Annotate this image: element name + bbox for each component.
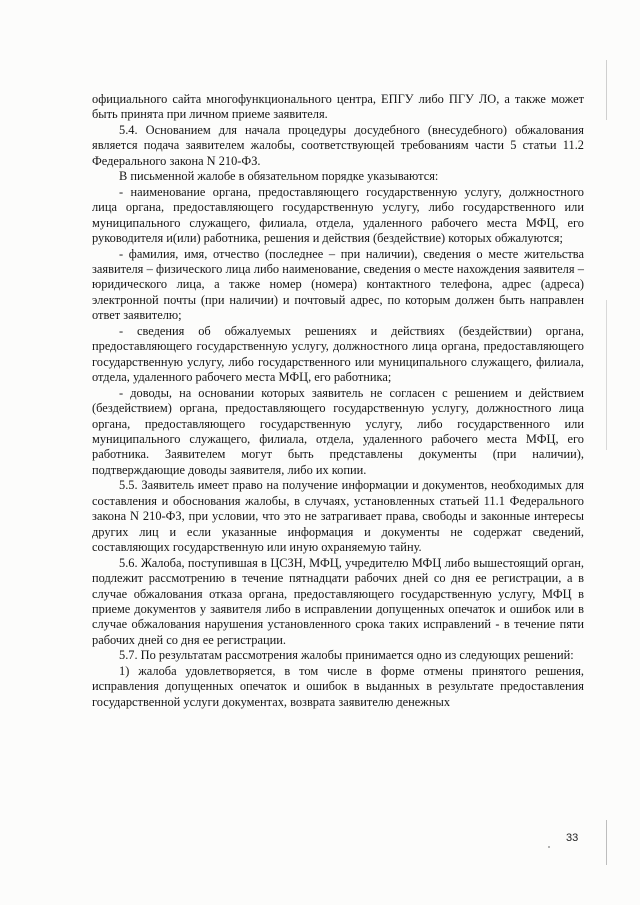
paragraph: 5.7. По результатам рассмотрения жалобы принимается одно из следующих решений: [119, 648, 574, 663]
scan-edge-mark [606, 300, 607, 450]
scan-speck [548, 846, 550, 848]
list-item: - наименование органа, предоставляющего государственную услугу, должностного лица органа, предоставляющего государственную услугу, либо государственного или муниципального служащего, филиала, отдела, удаленного рабочего места МФЦ, его руководителя и(или) работника, решения и действия (бездействие) которых обжалуются; [92, 184, 584, 246]
list-item: 1) жалоба удовлетворяется, в том числе в форме отмены принятого решения, исправления допущенных опечаток и ошибок в выданных в результате предоставления государственной услуги документах, возврата заявителю денежных [92, 663, 584, 709]
list-item: - фамилия, имя, отчество (последнее – при наличии), сведения о месте жительства заявителя – физического лица либо наименование, сведения о месте нахождения заявителя – юридического лица, а также номер (номера) контактного телефона, адрес (адреса) электронной почты (при наличии) и почтовый адрес, по которым должен быть направлен ответ заявителю; [92, 246, 584, 323]
list-item: - доводы, на основании которых заявитель не согласен с решением и действием (бездействием) органа, предоставляющего государственную услугу, должностного лица органа, предоставляющего государственную услугу, либо государственного или муниципального служащего, филиала, отдела, удаленного рабочего места МФЦ, его работника. Заявителем могут быть представлены документы (при наличии), подтверждающие доводы заявителя, либо их копии. [92, 385, 584, 477]
paragraph: В письменной жалобе в обязательном порядке указываются: [119, 169, 439, 184]
scan-edge-mark [606, 60, 607, 120]
document-body [92, 92, 584, 710]
scan-edge-mark [606, 820, 607, 865]
paragraph: 5.6. Жалоба, поступившая в ЦСЗН, МФЦ, учредителю МФЦ либо вышестоящий орган, подлежит рассмотрению в течение пятнадцати рабочих дней со дня ее регистрации, а в случае обжалования отказа органа, предоставляющего государственную услугу, МФЦ в приеме документов у заявителя либо в исправлении допущенных опечаток и ошибок или в случае обжалования нарушения установленного срока таких исправлений - в течение пяти рабочих дней со дня ее регистрации. [92, 555, 584, 647]
paragraph: официального сайта многофункционального центра, ЕПГУ либо ПГУ ЛО, а также может быть принята при личном приеме заявителя. [92, 92, 584, 122]
page-number: 33 [566, 832, 579, 844]
paragraph: 5.4. Основанием для начала процедуры досудебного (внесудебного) обжалования является подача заявителем жалобы, соответствующей требованиям части 5 статьи 11.2 Федерального закона N 210-ФЗ. [92, 122, 584, 168]
list-item: - сведения об обжалуемых решениях и действиях (бездействии) органа, предоставляющего государственную услугу, должностного лица органа, предоставляющего государственную услугу, либо государственного или муниципального служащего, филиала, отдела, удаленного рабочего места МФЦ, его работника; [92, 323, 584, 385]
paragraph: 5.5. Заявитель имеет право на получение информации и документов, необходимых для составления и обоснования жалобы, в случаях, установленных статьей 11.1 Федерального закона N 210-ФЗ, при условии, что это не затрагивает права, свободы и законные интересы других лиц и если указанные информация и документы не содержат сведений, составляющих государственную или иную охраняемую тайну. [92, 478, 584, 555]
